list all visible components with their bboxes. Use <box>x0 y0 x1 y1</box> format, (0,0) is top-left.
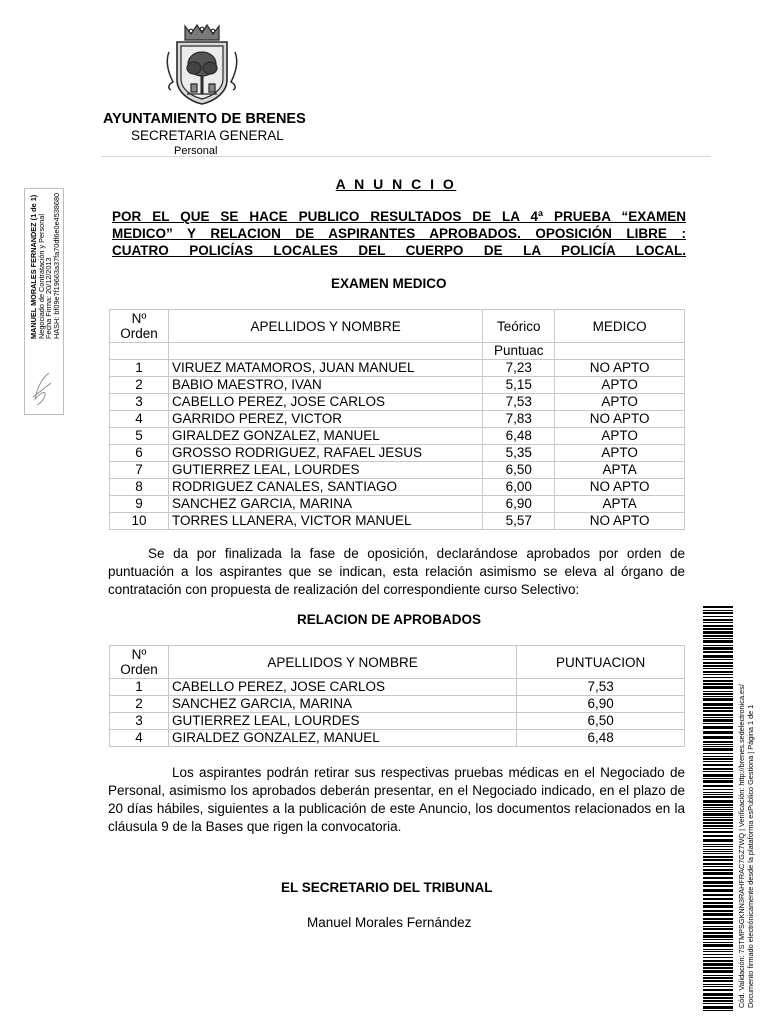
barcode-bar <box>703 949 733 950</box>
barcode-bar <box>703 686 733 689</box>
verification-platform: Documento firmado electrónicamente desde la plataforma esPublico Gestiona | Página 1 de 1 <box>746 704 755 1008</box>
stamp-unit: Negociado de Contratación y Personal <box>37 214 46 339</box>
row-score: 7,53 <box>483 394 555 411</box>
empty-cell <box>555 343 685 360</box>
barcode-bar <box>703 748 733 751</box>
empty-cell <box>168 343 482 360</box>
table-row <box>110 411 685 428</box>
barcode-bar <box>703 918 733 920</box>
barcode-bar <box>703 866 733 867</box>
row-score: 6,90 <box>517 696 685 713</box>
barcode-bar <box>703 963 733 966</box>
row-score: 5,57 <box>483 513 555 530</box>
barcode-bar <box>703 622 733 623</box>
row-score: 6,00 <box>483 479 555 496</box>
barcode-icon <box>703 606 733 1011</box>
barcode-bar <box>703 869 733 871</box>
row-order: 4 <box>110 730 169 747</box>
barcode-bar <box>703 967 733 969</box>
barcode-bar <box>703 631 733 634</box>
table-row <box>110 679 685 696</box>
table-row <box>110 462 685 479</box>
barcode-bar <box>703 877 733 879</box>
barcode-bar <box>703 984 733 985</box>
barcode-bar <box>703 640 733 643</box>
barcode-bar <box>703 778 733 779</box>
department-name: SECRETARIA GENERAL <box>131 128 284 143</box>
barcode-bar <box>703 780 733 783</box>
row-order: 10 <box>110 513 169 530</box>
row-name: TORRES LLANERA, VICTOR MANUEL <box>168 513 482 530</box>
row-medical-result: NO APTO <box>555 411 685 428</box>
barcode-bar <box>703 703 733 706</box>
coat-of-arms-logo <box>163 22 241 106</box>
barcode-bar <box>703 970 733 973</box>
row-name: SANCHEZ GARCIA, MARINA <box>168 496 482 513</box>
barcode-bar <box>703 612 733 614</box>
column-header-order-line1: Nº <box>131 311 147 326</box>
barcode-bar <box>703 960 733 962</box>
barcode-bar <box>703 853 733 854</box>
subdepartment-name: Personal <box>174 145 218 157</box>
row-score: 6,90 <box>483 496 555 513</box>
barcode-bar <box>703 619 733 621</box>
barcode-bar <box>703 707 733 709</box>
barcode-bar <box>703 647 733 650</box>
row-score: 5,15 <box>483 377 555 394</box>
row-order: 8 <box>110 479 169 496</box>
barcode-bar <box>703 807 733 808</box>
row-order: 9 <box>110 496 169 513</box>
barcode-bar <box>703 628 733 630</box>
table-header-row <box>110 310 685 343</box>
barcode-bar <box>703 710 733 712</box>
column-header-order <box>110 646 169 679</box>
barcode-bar <box>703 753 733 754</box>
barcode-bar <box>703 698 733 701</box>
barcode-bar <box>703 926 733 927</box>
exam-results-table <box>109 309 685 530</box>
barcode-bar <box>703 846 733 847</box>
row-name: RODRIGUEZ CANALES, SANTIAGO <box>168 479 482 496</box>
column-header-score: Teórico <box>483 310 555 343</box>
barcode-bar <box>703 921 733 924</box>
barcode-bar <box>703 825 733 827</box>
table-row <box>110 394 685 411</box>
barcode-bar <box>703 898 733 900</box>
row-order: 6 <box>110 445 169 462</box>
row-name: GIRALDEZ GONZALEZ, MANUEL <box>168 428 482 445</box>
barcode-bar <box>703 859 733 861</box>
row-order: 7 <box>110 462 169 479</box>
row-name: BABIO MAESTRO, IVAN <box>168 377 482 394</box>
barcode-bar <box>703 881 733 884</box>
barcode-bar <box>703 889 733 892</box>
table-row <box>110 496 685 513</box>
barcode-bar <box>703 872 733 875</box>
barcode-bar <box>703 894 733 896</box>
row-medical-result: APTO <box>555 445 685 462</box>
row-score: 7,83 <box>483 411 555 428</box>
barcode-bar <box>703 691 733 692</box>
barcode-bar <box>703 954 733 955</box>
column-subheader-score: Puntuac <box>483 343 555 360</box>
table-row <box>110 428 685 445</box>
row-score: 5,35 <box>483 445 555 462</box>
row-score: 6,50 <box>483 462 555 479</box>
barcode-bar <box>703 736 733 739</box>
signature-stamp <box>24 188 64 415</box>
barcode-bar <box>703 645 733 646</box>
barcode-bar <box>703 717 733 718</box>
barcode-bar <box>703 744 733 745</box>
barcode-bar <box>703 731 733 734</box>
barcode-bar <box>703 651 733 653</box>
table-subheader-row <box>110 343 685 360</box>
barcode-bar <box>703 935 733 938</box>
table-row <box>110 513 685 530</box>
signature-name: Manuel Morales Fernández <box>307 915 472 930</box>
row-medical-result: APTA <box>555 462 685 479</box>
stamp-signer: MANUEL MORALES FERNANDEZ (1 de 1) <box>29 194 38 339</box>
barcode-bar <box>703 851 733 852</box>
barcode-bar <box>703 817 733 818</box>
row-medical-result: APTO <box>555 428 685 445</box>
paragraph-instructions: Los aspirantes podrán retirar sus respectivas pruebas médicas en el Negociado de Personal, asimismo los aprobados deberán presentar, en el Negociado indicado, en el plazo de 20 días hábiles, siguientes a la publicación de este Anuncio, los documentos relacionados en la cláusula 9 de la Bases que rigen la convocatoria. <box>108 765 685 834</box>
exam-heading: EXAMEN MEDICO <box>331 276 447 291</box>
table-header-row <box>110 646 685 679</box>
subject-line: MEDICO” Y RELACION DE ASPIRANTES APROBADOS. OPOSICIÓN LIBRE : <box>112 226 686 241</box>
barcode-bar <box>703 863 733 865</box>
barcode-bar <box>703 844 733 845</box>
subject-line: CUATRO POLICÍAS LOCALES DEL CUERPO DE LA POLICÍA LOCAL. <box>112 243 686 258</box>
barcode-bar <box>703 610 733 611</box>
barcode-bar <box>703 835 733 837</box>
verification-code: Cód. Validación: 7STMPSGKNN3RAHFRAC7GZ7WQ | Verificación: http://brenes.sedelectronica.es/ <box>737 684 746 1008</box>
row-name: GIRALDEZ GONZALEZ, MANUEL <box>168 730 516 747</box>
barcode-bar <box>703 839 733 842</box>
empty-cell <box>110 343 169 360</box>
barcode-bar <box>703 813 733 816</box>
barcode-bar <box>703 662 733 664</box>
barcode-bar <box>703 638 733 639</box>
row-order: 3 <box>110 394 169 411</box>
barcode-bar <box>703 771 733 772</box>
column-header-order <box>110 310 169 343</box>
row-name: CABELLO PEREZ, JOSE CARLOS <box>168 679 516 696</box>
barcode-bar <box>703 831 733 833</box>
row-score: 6,50 <box>517 713 685 730</box>
barcode-bar <box>703 665 733 667</box>
barcode-bar <box>703 993 733 996</box>
row-medical-result: NO APTO <box>555 360 685 377</box>
approved-heading: RELACION DE APROBADOS <box>297 612 482 627</box>
barcode-bar <box>703 902 733 904</box>
row-name: VIRUEZ MATAMOROS, JUAN MANUEL <box>168 360 482 377</box>
row-order: 2 <box>110 377 169 394</box>
table-row <box>110 360 685 377</box>
row-medical-result: NO APTO <box>555 479 685 496</box>
paragraph-phase-finished: Se da por finalizada la fase de oposición, declarándose aprobados por orden de puntuación a los aspirantes que se indican, esta relación asimismo se eleva al órgano de contratación con propuesta de realización del correspondiente curso Selectivo: <box>108 546 685 597</box>
exam-table-body <box>110 360 685 530</box>
barcode-bar <box>703 680 733 682</box>
row-order: 1 <box>110 679 169 696</box>
row-medical-result: APTO <box>555 377 685 394</box>
barcode-bar <box>703 819 733 821</box>
barcode-bar <box>703 785 733 787</box>
barcode-bar <box>703 796 733 798</box>
barcode-bar <box>703 655 733 658</box>
announcement-title-wrap <box>0 176 770 194</box>
barcode-bar <box>703 792 733 793</box>
table-row <box>110 445 685 462</box>
row-order: 3 <box>110 713 169 730</box>
barcode-bar <box>703 606 733 608</box>
barcode-bar <box>703 944 733 947</box>
barcode-bar <box>703 746 733 747</box>
barcode-bar <box>703 977 733 979</box>
barcode-bar <box>703 986 733 987</box>
barcode-bar <box>703 1003 733 1004</box>
barcode-bar <box>703 932 733 934</box>
table-row <box>110 696 685 713</box>
barcode-bar <box>703 616 733 617</box>
barcode-bar <box>703 905 733 908</box>
barcode-bar <box>703 811 733 812</box>
barcode-bar <box>703 677 733 678</box>
barcode-bar <box>703 659 733 660</box>
barcode-bar <box>703 997 733 999</box>
barcode-bar <box>703 794 733 795</box>
column-header-order-line2: Orden <box>120 326 158 341</box>
barcode-bar <box>703 671 733 673</box>
barcode-bar <box>703 800 733 803</box>
barcode-bar <box>703 683 733 685</box>
barcode-bar <box>703 989 733 991</box>
barcode-bar <box>703 822 733 824</box>
barcode-bar <box>703 910 733 912</box>
organization-name: AYUNTAMIENTO DE BRENES <box>103 111 306 127</box>
barcode-bar <box>703 809 733 810</box>
barcode-bar <box>703 980 733 982</box>
table-row <box>110 479 685 496</box>
barcode-bar <box>703 761 733 762</box>
barcode-bar <box>703 764 733 766</box>
row-order: 4 <box>110 411 169 428</box>
barcode-bar <box>703 668 733 669</box>
signature-role: EL SECRETARIO DEL TRIBUNAL <box>281 880 493 895</box>
barcode-bar <box>703 674 733 675</box>
row-name: SANCHEZ GARCIA, MARINA <box>168 696 516 713</box>
barcode-bar <box>703 939 733 940</box>
row-name: GUTIERREZ LEAL, LOURDES <box>168 462 482 479</box>
barcode-bar <box>703 723 733 724</box>
row-medical-result: APTO <box>555 394 685 411</box>
barcode-bar <box>703 635 733 637</box>
row-order: 1 <box>110 360 169 377</box>
column-header-name: APELLIDOS Y NOMBRE <box>168 646 516 679</box>
barcode-bar <box>703 758 733 760</box>
barcode-bar <box>703 828 733 829</box>
approved-table <box>109 645 685 747</box>
table-row <box>110 730 685 747</box>
column-header-order-line2: Orden <box>120 662 158 677</box>
barcode-bar <box>703 768 733 770</box>
row-name: CABELLO PEREZ, JOSE CARLOS <box>168 394 482 411</box>
barcode-bar <box>703 1000 733 1002</box>
announcement-subject <box>112 208 686 259</box>
row-order: 2 <box>110 696 169 713</box>
row-score: 7,23 <box>483 360 555 377</box>
barcode-bar <box>703 1010 733 1011</box>
column-header-score: PUNTUACION <box>517 646 685 679</box>
row-name: GROSSO RODRIGUEZ, RAFAEL JESUS <box>168 445 482 462</box>
row-score: 7,53 <box>517 679 685 696</box>
column-header-order-line1: Nº <box>131 647 147 662</box>
subject-line: POR EL QUE SE HACE PUBLICO RESULTADOS DE LA 4ª PRUEBA “EXAMEN <box>112 209 686 224</box>
barcode-bar <box>703 726 733 729</box>
barcode-bar <box>703 719 733 722</box>
table-row <box>110 713 685 730</box>
barcode-bar <box>703 856 733 858</box>
row-medical-result: NO APTO <box>555 513 685 530</box>
column-header-name: APELLIDOS Y NOMBRE <box>168 310 482 343</box>
approved-table-body <box>110 679 685 747</box>
barcode-bar <box>703 942 733 943</box>
barcode-bar <box>703 625 733 627</box>
barcode-bar <box>703 928 733 930</box>
announcement-title: A N U N C I O <box>335 176 457 192</box>
barcode-bar <box>703 1006 733 1009</box>
barcode-bar <box>703 975 733 976</box>
stamp-hash: HASH: bf09e7f19663a37fa70df6e0e4538680 <box>52 192 61 339</box>
stamp-date: Fecha Firma: 20/12/2013 <box>44 257 53 339</box>
barcode-bar <box>703 951 733 952</box>
barcode-bar <box>703 696 733 697</box>
barcode-bar <box>703 756 733 757</box>
barcode-bar <box>703 957 733 958</box>
barcode-bar <box>703 885 733 887</box>
barcode-bar <box>703 849 733 850</box>
row-order: 5 <box>110 428 169 445</box>
barcode-bar <box>703 693 733 695</box>
column-header-medical: MEDICO <box>555 310 685 343</box>
barcode-bar <box>703 714 733 716</box>
barcode-bar <box>703 804 733 806</box>
barcode-bar <box>703 774 733 777</box>
table-row <box>110 377 685 394</box>
row-score: 6,48 <box>517 730 685 747</box>
row-name: GUTIERREZ LEAL, LOURDES <box>168 713 516 730</box>
barcode-bar <box>703 741 733 743</box>
header-divider <box>101 156 711 157</box>
row-medical-result: APTA <box>555 496 685 513</box>
row-score: 6,48 <box>483 428 555 445</box>
barcode-bar <box>703 913 733 916</box>
handwritten-signature-icon <box>29 369 57 409</box>
barcode-bar <box>703 789 733 790</box>
row-name: GARRIDO PEREZ, VICTOR <box>168 411 482 428</box>
